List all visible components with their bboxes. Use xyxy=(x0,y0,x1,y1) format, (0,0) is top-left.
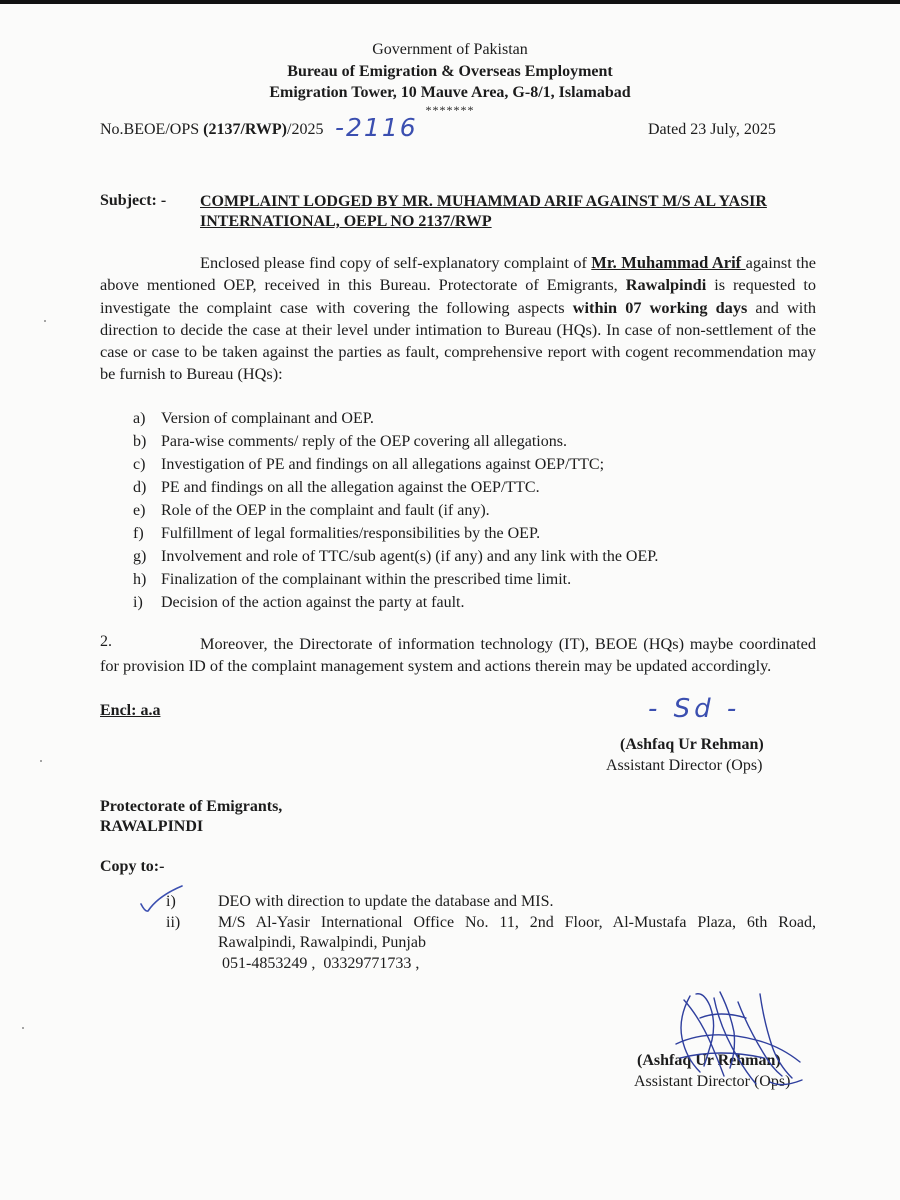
reference-prefix: No.BEOE/OPS xyxy=(100,121,204,138)
list-item-text: Decision of the action against the party at fault. xyxy=(161,594,465,611)
complainant-name: Mr. Muhammad Arif xyxy=(591,253,746,272)
subject-label: Subject: - xyxy=(100,192,167,209)
copy-item-1-label: i) xyxy=(166,893,176,910)
handwritten-diary-number: -2116 xyxy=(335,113,418,142)
copy-item-2-label: ii) xyxy=(166,914,181,931)
subject-line-2: INTERNATIONAL, OEPL NO 2137/RWP xyxy=(200,213,492,230)
list-item-text: PE and findings on all the allegation against the OEP/TTC. xyxy=(161,479,540,496)
para1-text-2: against the above mentioned OEP, received in this Bureau. Protectorate of Emigrants, xyxy=(100,253,816,295)
list-item-text: Fulfillment of legal formalities/responsibilities by the OEP. xyxy=(161,525,541,542)
list-item xyxy=(133,502,490,522)
copy-to-label: Copy to:- xyxy=(100,858,165,875)
list-item xyxy=(133,548,658,568)
deadline-text: within 07 working days xyxy=(572,297,748,317)
list-item-text: Para-wise comments/ reply of the OEP covering all allegations. xyxy=(161,433,567,450)
protectorate-city: Rawalpindi xyxy=(625,275,707,295)
list-item xyxy=(133,433,567,453)
list-item xyxy=(133,410,374,430)
subject-line-1: COMPLAINT LODGED BY MR. MUHAMMAD ARIF AGAINST M/S AL YASIR xyxy=(200,193,767,210)
addressee-city: RAWALPINDI xyxy=(100,818,204,835)
reference-code: (2137/RWP) xyxy=(203,121,287,138)
list-item-text: Finalization of the complainant within the prescribed time limit. xyxy=(161,571,572,588)
signatory-title-2: Assistant Director (Ops) xyxy=(634,1073,791,1090)
list-item xyxy=(133,571,571,591)
body-paragraph-1 xyxy=(100,252,816,386)
para1-text-1: Enclosed please find copy of self-explanatory complaint of xyxy=(200,253,592,272)
para2-number: 2. xyxy=(100,633,112,650)
list-item-label: f) xyxy=(133,525,144,542)
list-item-label: d) xyxy=(133,479,147,496)
copy-item-2-line-1: M/S Al-Yasir International Office No. 11, 2nd Floor, Al-Mustafa Plaza, 6th Road, xyxy=(218,914,816,931)
list-item-label: c) xyxy=(133,456,146,473)
list-item-label: g) xyxy=(133,548,147,565)
letter-date: Dated 23 July, 2025 xyxy=(648,121,776,138)
signatory-name-2: (Ashfaq Ur Rehman) xyxy=(637,1052,781,1069)
reference-year: /2025 xyxy=(287,121,324,138)
addressee-office: Protectorate of Emigrants, xyxy=(100,798,283,815)
para1-text-4: and with direction to decide the case at their level under intimation to Bureau (HQs). In case of non-settlement of the case or case to be taken against the parties as fault, comprehensive report with cogent recommendation may be furnish to Bureau (HQs): xyxy=(100,297,816,384)
copy-item-1-text: DEO with direction to update the database and MIS. xyxy=(218,893,554,910)
scan-speck xyxy=(44,320,46,322)
scan-top-border xyxy=(0,0,900,4)
list-item-label: e) xyxy=(133,502,146,519)
copy-item-2-phone: 051-4853249 , 03329771733 , xyxy=(218,955,420,972)
body-paragraph-2: Moreover, the Directorate of information technology (IT), BEOE (HQs) maybe coordinated for provision ID of the complaint management system and actions therein may be updated accordingly. xyxy=(100,634,816,676)
list-item-text: Investigation of PE and findings on all allegations against OEP/TTC; xyxy=(161,456,605,473)
para1-text-3: is requested to investigate the complaint case with covering the following aspects xyxy=(100,275,816,317)
list-item-label: h) xyxy=(133,571,147,588)
header-separator: ******* xyxy=(425,103,475,117)
list-item xyxy=(133,594,464,614)
signatory-title: Assistant Director (Ops) xyxy=(606,757,763,774)
list-item-text: Version of complainant and OEP. xyxy=(161,410,374,427)
sd-signature-mark: - Sd - xyxy=(648,694,741,724)
bureau-name: Bureau of Emigration & Overseas Employment xyxy=(287,63,613,80)
enclosure-note: Encl: a.a xyxy=(100,702,161,719)
list-item xyxy=(133,479,540,499)
list-item-label: i) xyxy=(133,594,143,611)
copy-item-2-line-2: Rawalpindi, Rawalpindi, Punjab xyxy=(218,934,426,951)
handwritten-tick-icon xyxy=(138,884,186,916)
scan-speck xyxy=(22,1027,24,1029)
subject-text xyxy=(200,192,820,232)
handwritten-signature-icon xyxy=(660,988,810,1098)
scan-speck xyxy=(40,760,42,762)
list-item-text: Involvement and role of TTC/sub agent(s) (if any) and any link with the OEP. xyxy=(161,548,659,565)
government-heading: Government of Pakistan xyxy=(372,41,528,58)
list-item-label: a) xyxy=(133,410,146,427)
list-item xyxy=(133,456,604,476)
list-item-text: Role of the OEP in the complaint and fault (if any). xyxy=(161,502,490,519)
reference-number xyxy=(100,121,323,139)
list-item xyxy=(133,525,540,545)
signatory-name: (Ashfaq Ur Rehman) xyxy=(620,736,764,753)
list-item-label: b) xyxy=(133,433,147,450)
bureau-address: Emigration Tower, 10 Mauve Area, G-8/1, Islamabad xyxy=(269,84,631,101)
